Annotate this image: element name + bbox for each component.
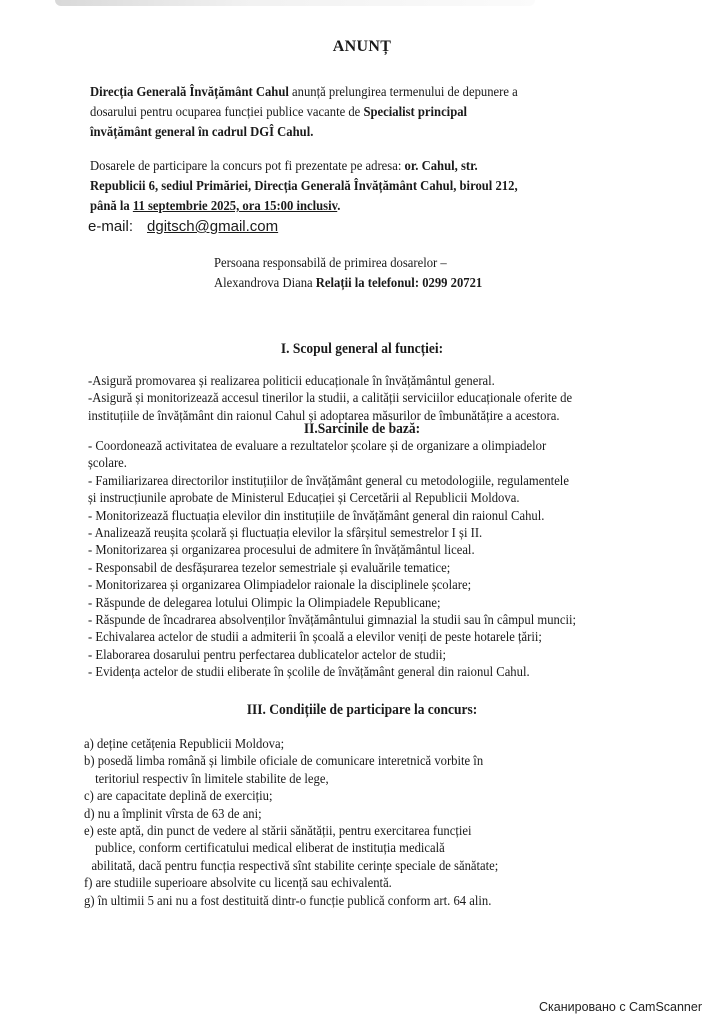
email-label: e-mail: — [88, 218, 134, 235]
list-item: e) este aptă, din punct de vedere al stării sănătății, pentru exercitarea funcției — [84, 823, 472, 839]
deadline-suffix: . — [337, 198, 341, 213]
list-item: - Coordonează activitatea de evaluare a rezultatelor școlare și de organizare a olimpiadelor — [88, 438, 547, 453]
scan-edge-shadow — [55, 0, 535, 6]
list-item: f) are studiile superioare absolvite cu licență sau echivalentă. — [84, 875, 392, 891]
list-item: școlare. — [88, 455, 127, 471]
position-title-2: învățământ general în cadrul DGÎ Cahul. — [90, 124, 314, 139]
list-item: b) posedă limba română și limbile oficiale de comunicare interetnică vorbite în — [84, 753, 484, 769]
org-name: Direcția Generală Învățământ Cahul — [90, 84, 289, 99]
list-item: - Monitorizarea și organizarea Olimpiadelor raionale la disciplinele școlare; — [88, 577, 472, 593]
contact-line-1: Persoana responsabilă de primirea dosarelor – — [214, 255, 447, 270]
section-2-heading: II.Sarcinile de bază: — [303, 421, 421, 437]
list-item: abilitată, dacă pentru funcția respectivă sînt stabilite cerințe speciale de sănătate; — [91, 857, 499, 873]
list-item: instituțiile de învățământ din raionul Cahul și adoptarea măsurilor de îmbunătățire a acestora. — [88, 407, 560, 423]
address-part-2: Republicii 6, sediul Primăriei, Direcția Generală Învățământ Cahul, biroul 212, — [90, 178, 518, 193]
list-item: - Responsabil de desfășurarea tezelor semestriale și evaluările tematice; — [88, 559, 451, 575]
intro-paragraph — [90, 82, 611, 142]
list-item: și instrucțiunile aprobate de Ministerul Educației și Cercetării al Republicii Moldova. — [88, 490, 520, 506]
list-item: - Familiarizarea directorilor instituțiilor de învățământ general cu metodologiile, regulamentele — [88, 472, 569, 488]
list-item: a) deține cetățenia Republicii Moldova; — [84, 736, 285, 751]
submission-paragraph — [90, 156, 611, 216]
list-item: g) în ultimii 5 ani nu a fost destituită dintr-o funcție publică conform art. 64 alin. — [84, 892, 492, 908]
email-link[interactable]: dgitsch@gmail.com — [147, 218, 279, 235]
deadline: 11 septembrie 2025, ora 15:00 inclusiv — [132, 198, 338, 213]
list-item: - Răspunde de delegarea lotului Olimpic la Olimpiadele Republicane; — [88, 594, 441, 610]
list-item: - Monitorizează fluctuația elevilor din instituțiile de învățământ general din raionul Cahul. — [88, 507, 545, 523]
contact-block — [214, 253, 482, 293]
deadline-prefix: până la — [90, 198, 133, 213]
list-item: d) nu a împlinit vîrsta de 63 de ani; — [84, 805, 262, 821]
submission-text: Dosarele de participare la concurs pot fi prezentate pe adresa: — [90, 158, 405, 173]
list-item: - Analizează reușita școlară și fluctuația elevilor la sfârșitul semestrelor I și II. — [88, 525, 483, 541]
section-1-list — [88, 372, 572, 424]
list-item: publice, conform certificatului medical eliberat de instituția medicală — [95, 840, 445, 856]
list-item: teritoriul respectiv în limitele stabilite de lege, — [95, 770, 329, 786]
list-item: - Echivalarea actelor de studii a admiterii în școală a elevilor veniți de peste hotarele țării; — [88, 629, 542, 645]
section-2-list — [88, 437, 576, 681]
section-3-heading: III. Condițiile de participare la concurs: — [246, 702, 478, 718]
email-row — [88, 218, 278, 235]
camscanner-watermark: Сканировано с CamScanner — [539, 1000, 702, 1014]
list-item: - Elaborarea dosarului pentru perfectarea dublicatelor actelor de studii; — [88, 646, 447, 662]
list-item: - Evidența actelor de studii eliberate în școlile de învățământ general din raionul Cahul. — [88, 664, 530, 680]
list-item: - Răspunde de încadrarea absolvenților învățământului gimnazial la studii sau în câmpul muncii; — [88, 612, 577, 628]
intro-text-1: anunță prelungirea termenului de depunere a — [288, 84, 518, 99]
contact-phone: Relații la telefonul: 0299 20721 — [315, 275, 483, 290]
intro-text-2: dosarului pentru ocuparea funcției publice vacante de — [90, 104, 364, 119]
list-item: -Asigură și monitorizează accesul tinerilor la studii, a calității serviciilor educaționale oferite de — [88, 390, 573, 406]
section-1-heading: I. Scopul general al funcției: — [280, 341, 444, 357]
list-item: -Asigură promovarea și realizarea politicii educaționale în învățământul general. — [88, 373, 495, 388]
list-item: c) are capacitate deplină de exercițiu; — [84, 788, 273, 804]
contact-name: Alexandrova Diana — [214, 275, 316, 290]
address-part-1: or. Cahul, str. — [404, 158, 478, 173]
section-3-list — [84, 735, 498, 909]
list-item: - Monitorizarea și organizarea procesului de admitere în învățământul liceal. — [88, 542, 475, 558]
document-title: ANUNȚ — [332, 38, 392, 55]
position-title-1: Specialist principal — [363, 104, 468, 119]
